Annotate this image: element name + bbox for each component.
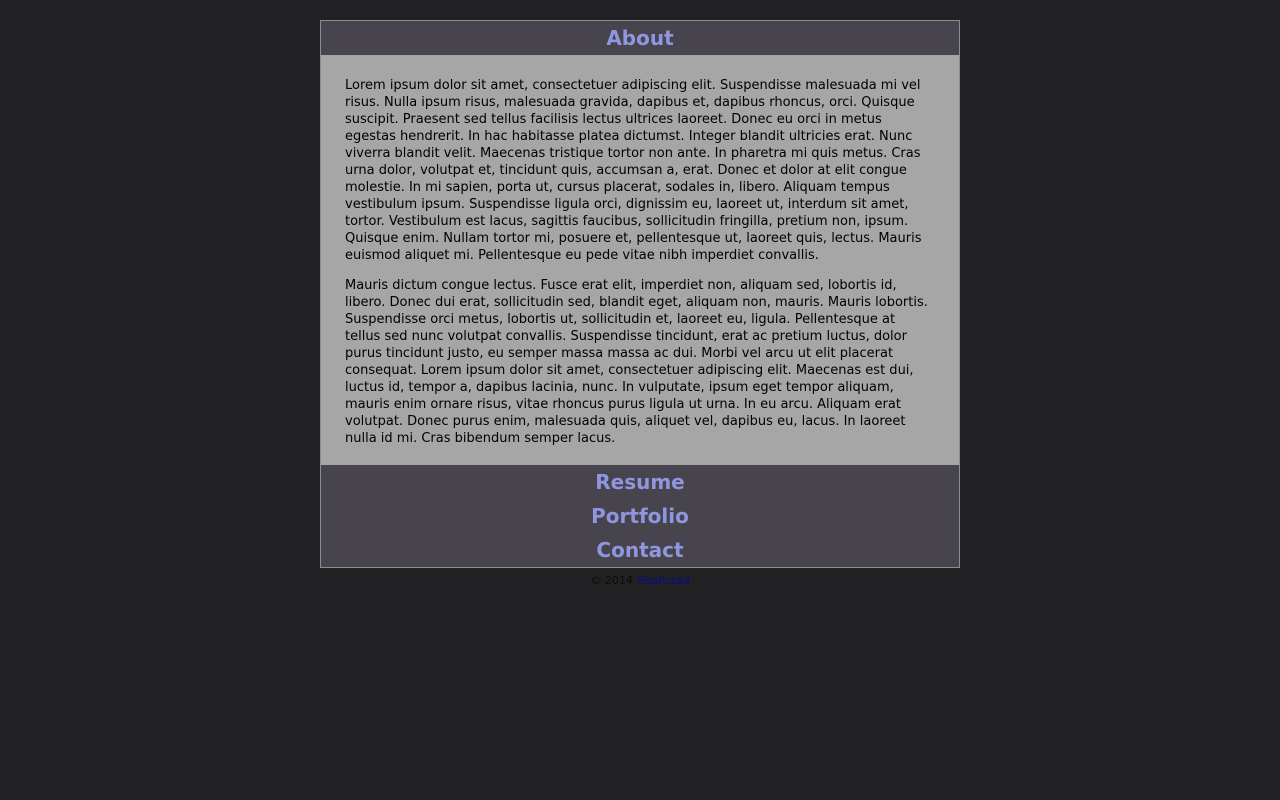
footer	[320, 574, 960, 588]
portfolio-header[interactable]: Portfolio	[321, 499, 959, 533]
contact-header[interactable]: Contact	[321, 533, 959, 567]
copyright-text: © 2014	[590, 574, 633, 587]
about-paragraph-2: Mauris dictum congue lectus. Fusce erat elit, imperdiet non, aliquam sed, lobortis id, libero. Donec dui erat, sollicitudin sed, blandit eget, aliquam non, mauris. Mauris lobortis. Suspendisse orci metus, lobortis ut, sollicitudin et, laoreet eu, ligula. Pellentesque at tellus sed nunc volutpat convallis. Suspendisse tincidunt, erat ac pretium luctus, dolor purus tincidunt justo, eu semper massa massa ac dui. Morbi vel arcu ut elit placerat consequat. Lorem ipsum dolor sit amet, consectetuer adipiscing elit. Maecenas est dui, luctus id, tempor a, dapibus lacinia, nunc. In vulputate, ipsum eget tempor aliquam, mauris enim ornare risus, vitae rhoncus purus ligula ut urna. In eu arcu. Aliquam erat volutpat. Donec purus enim, malesuada quis, aliquet vel, dapibus eu, lacus. In laoreet nulla id mi. Cras bibendum semper lacus.	[345, 278, 928, 446]
about-paragraph-1: Lorem ipsum dolor sit amet, consectetuer adipiscing elit. Suspendisse malesuada mi vel risus. Nulla ipsum risus, malesuada gravida, dapibus et, dapibus rhoncus, orci. Quisque suscipit. Praesent sed tellus facilisis lectus ultrices laoreet. Donec eu orci in metus egestas hendrerit. In hac habitasse platea dictumst. Integer blandit ultricies erat. Nunc viverra blandit velit. Maecenas tristique tortor non ante. In pharetra mi quis metus. Cras urna dolor, volutpat et, tincidunt quis, accumsan a, erat. Donec et dolor at elit congue molestie. In mi sapien, porta ut, cursus placerat, sodales in, libero. Aliquam tempus vestibulum ipsum. Suspendisse ligula orci, dignissim eu, laoreet ut, interdum sit amet, tortor. Vestibulum est lacus, sagittis faucibus, sollicitudin fringilla, pretium non, ipsum. Quisque enim. Nullam tortor mi, posuere et, pellentesque ut, laoreet quis, lectus. Mauris euismod aliquet mi. Pellentesque eu pede vitae nibh imperdiet convallis.	[345, 78, 922, 263]
accordion	[320, 20, 960, 568]
about-panel	[321, 55, 959, 465]
about-header[interactable]: About	[321, 21, 959, 55]
resume-header[interactable]: Resume	[321, 465, 959, 499]
author-link[interactable]: Shahrzad	[637, 574, 690, 587]
